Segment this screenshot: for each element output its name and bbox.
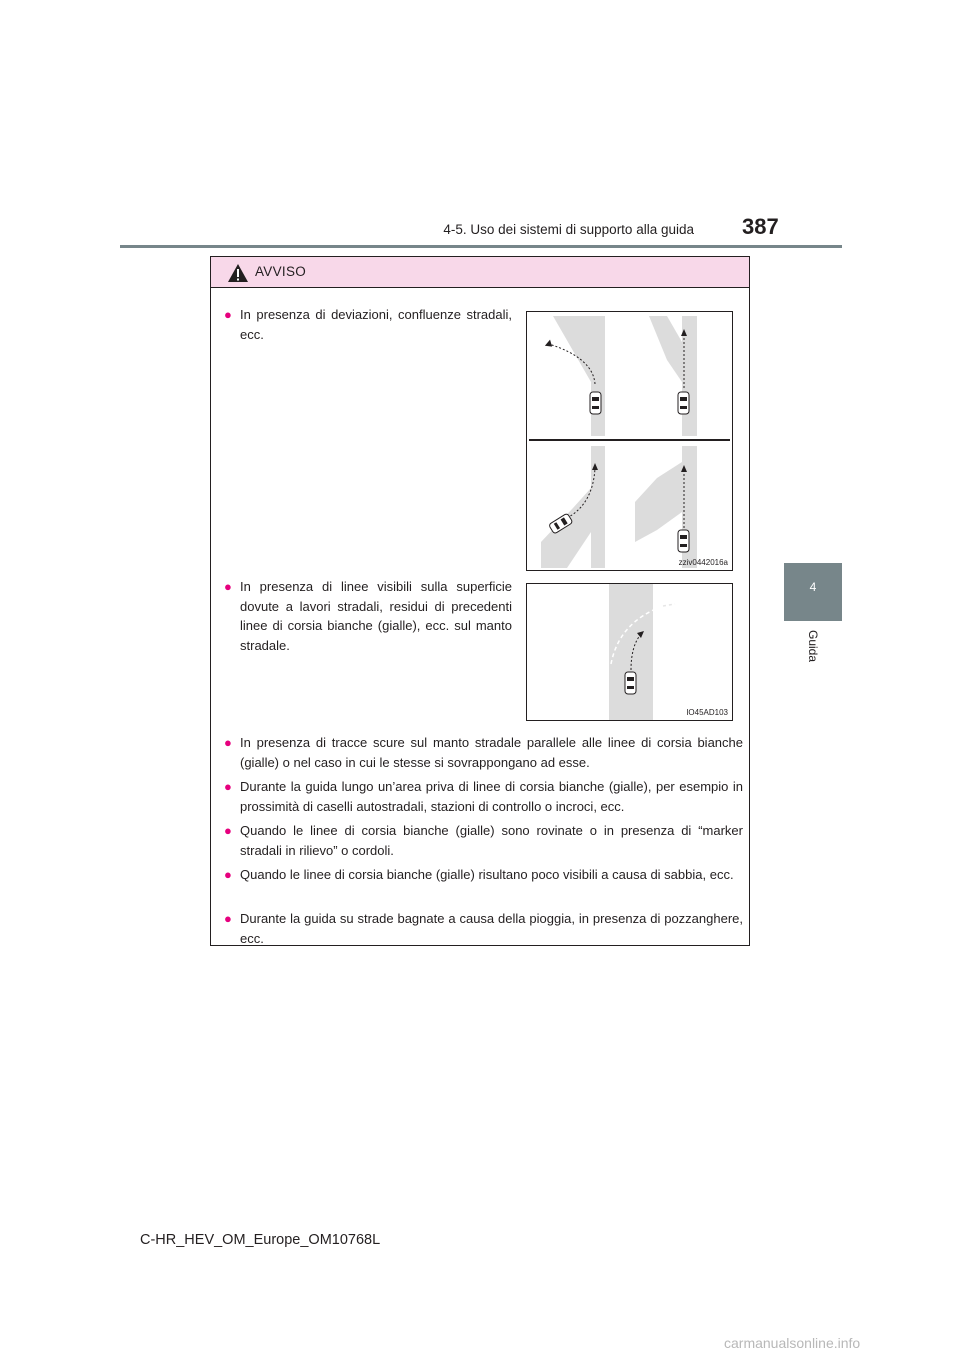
figure-code: IO45AD103	[686, 708, 728, 717]
warning-item	[224, 821, 743, 860]
warning-item	[224, 577, 512, 655]
bullet-icon: ●	[224, 579, 232, 594]
chapter-number: 4	[809, 580, 817, 594]
warning-title: AVVISO	[255, 264, 307, 279]
watermark: carmanualsonline.info	[724, 1335, 861, 1351]
bullet-icon: ●	[224, 307, 232, 322]
warning-item	[224, 733, 743, 772]
warning-header	[211, 257, 749, 288]
page-number: 387	[742, 214, 779, 239]
warning-item-text: Quando le linee di corsia bianche (gialle) risultano poco visibili a causa di sabbia, ecc.	[240, 867, 734, 882]
bullet-icon: ●	[224, 911, 232, 926]
header-rule	[120, 245, 842, 248]
warning-box	[210, 256, 750, 946]
figure-residual-lines	[526, 583, 733, 721]
chapter-label: Guida	[806, 630, 820, 663]
section-title: 4-5. Uso dei sistemi di supporto alla guida	[443, 222, 694, 237]
warning-item-text: Quando le linee di corsia bianche (gialle) sono rovinate o in presenza di “marker stradali in rilievo” o cordoli.	[240, 823, 743, 858]
warning-item-text: In presenza di tracce scure sul manto stradale parallele alle linee di corsia bianche (gialle) o nel caso in cui le stesse si sovrappongano ad esse.	[240, 735, 743, 770]
warning-triangle-icon	[227, 263, 249, 283]
warning-item-text: Durante la guida lungo un’area priva di linee di corsia bianche (gialle), per esempio in prossimità di caselli autostradali, stazioni di controllo o incroci, ecc.	[240, 779, 743, 814]
warning-item	[224, 777, 743, 816]
warning-item-text: In presenza di linee visibili sulla superficie dovute a lavori stradali, residui di precedenti linee di corsia bianche (gialle), ecc. sul manto stradale.	[240, 579, 512, 653]
bullet-icon: ●	[224, 867, 232, 882]
bullet-icon: ●	[224, 823, 232, 838]
warning-item-text: In presenza di deviazioni, confluenze stradali, ecc.	[240, 307, 512, 342]
figure-road-junctions	[526, 311, 733, 571]
figure-code: zziv0442016a	[678, 558, 728, 567]
bullet-icon: ●	[224, 735, 232, 750]
warning-item	[224, 305, 512, 344]
residual-lines-illustration	[527, 584, 732, 720]
warning-item	[224, 865, 743, 885]
document-code: C-HR_HEV_OM_Europe_OM10768L	[140, 1232, 381, 1248]
road-junctions-illustration	[527, 312, 732, 570]
warning-item-text: Durante la guida su strade bagnate a causa della pioggia, in presenza di pozzanghere, ecc.	[240, 911, 743, 946]
warning-item	[224, 909, 743, 948]
chapter-tab	[784, 563, 842, 621]
bullet-icon: ●	[224, 779, 232, 794]
